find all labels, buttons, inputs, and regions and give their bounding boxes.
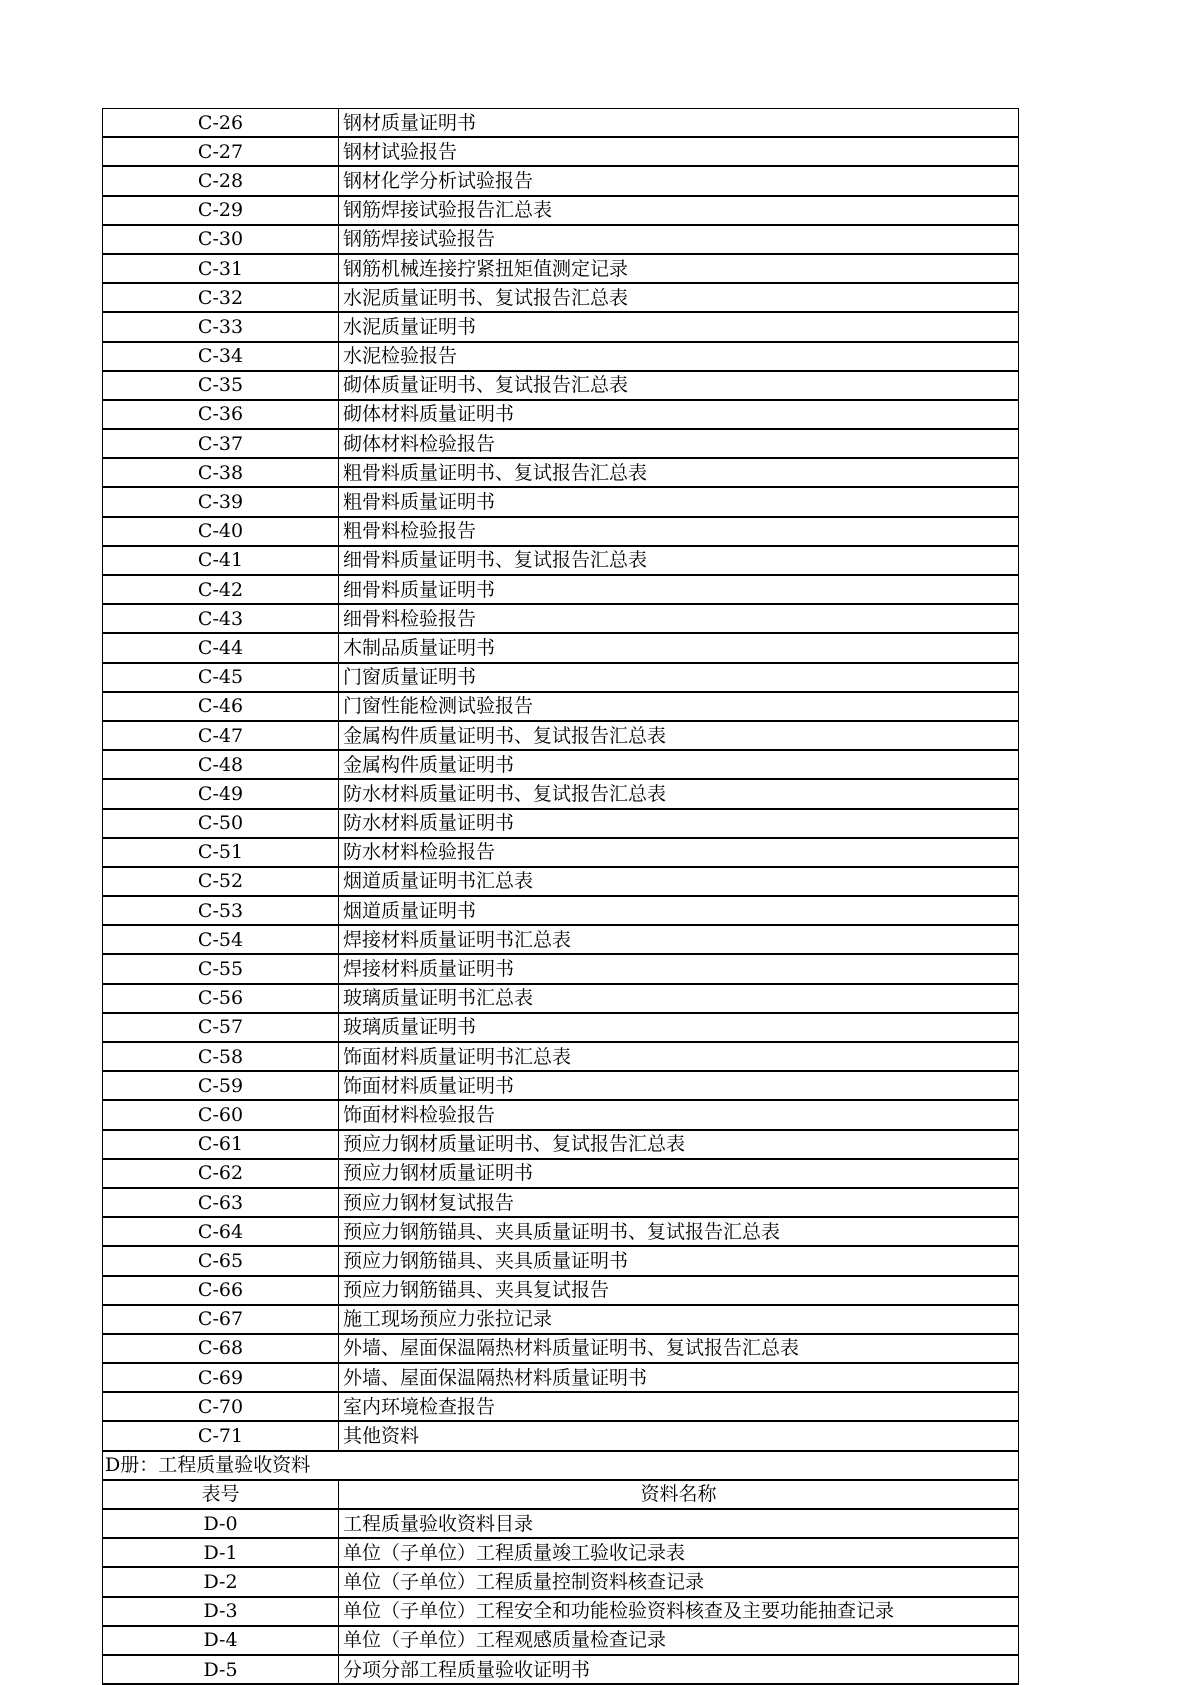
record-name: 砌体材料质量证明书 <box>339 400 1019 429</box>
record-name: 防水材料质量证明书、复试报告汇总表 <box>339 779 1019 808</box>
record-name: 单位（子单位）工程质量竣工验收记录表 <box>339 1538 1019 1567</box>
table-row <box>103 400 1019 429</box>
record-name: 水泥质量证明书、复试报告汇总表 <box>339 283 1019 312</box>
table-row <box>103 984 1019 1013</box>
record-code: D-5 <box>103 1655 339 1684</box>
table-row <box>103 838 1019 867</box>
record-name: 预应力钢材复试报告 <box>339 1188 1019 1217</box>
record-code: C-61 <box>103 1130 339 1159</box>
table-row <box>103 721 1019 750</box>
record-name: 砌体材料检验报告 <box>339 429 1019 458</box>
record-name: 预应力钢材质量证明书、复试报告汇总表 <box>339 1130 1019 1159</box>
record-name: 金属构件质量证明书、复试报告汇总表 <box>339 721 1019 750</box>
record-code: C-67 <box>103 1305 339 1334</box>
record-name: 水泥质量证明书 <box>339 312 1019 341</box>
record-code: C-50 <box>103 809 339 838</box>
table-row <box>103 1246 1019 1275</box>
record-name: 饰面材料质量证明书 <box>339 1071 1019 1100</box>
record-name: 饰面材料质量证明书汇总表 <box>339 1042 1019 1071</box>
record-code: C-55 <box>103 954 339 983</box>
table-row <box>103 137 1019 166</box>
record-name: 门窗质量证明书 <box>339 663 1019 692</box>
header-name: 资料名称 <box>339 1480 1019 1509</box>
document-sheet <box>102 108 1019 1685</box>
record-name: 钢筋机械连接拧紧扭矩值测定记录 <box>339 254 1019 283</box>
table-row <box>103 517 1019 546</box>
record-name: 细骨料质量证明书 <box>339 575 1019 604</box>
record-name: 钢材试验报告 <box>339 137 1019 166</box>
record-name: 烟道质量证明书 <box>339 896 1019 925</box>
record-name: 钢筋焊接试验报告 <box>339 225 1019 254</box>
record-name: 细骨料质量证明书、复试报告汇总表 <box>339 546 1019 575</box>
record-name: 焊接材料质量证明书汇总表 <box>339 925 1019 954</box>
record-name: 钢筋焊接试验报告汇总表 <box>339 196 1019 225</box>
record-code: D-3 <box>103 1597 339 1626</box>
table-row <box>103 312 1019 341</box>
record-name: 焊接材料质量证明书 <box>339 954 1019 983</box>
table-row <box>103 166 1019 195</box>
record-code: C-65 <box>103 1246 339 1275</box>
record-name: 室内环境检查报告 <box>339 1392 1019 1421</box>
table-row <box>103 196 1019 225</box>
record-code: C-51 <box>103 838 339 867</box>
table-row <box>103 1042 1019 1071</box>
record-code: C-35 <box>103 371 339 400</box>
record-name: 烟道质量证明书汇总表 <box>339 867 1019 896</box>
record-code: C-57 <box>103 1013 339 1042</box>
header-code: 表号 <box>103 1480 339 1509</box>
record-code: D-0 <box>103 1509 339 1538</box>
table-row <box>103 1188 1019 1217</box>
record-code: D-1 <box>103 1538 339 1567</box>
table-row <box>103 1597 1019 1626</box>
table-row <box>103 1509 1019 1538</box>
table-row <box>103 1655 1019 1684</box>
table-row <box>103 1538 1019 1567</box>
table-row <box>103 663 1019 692</box>
record-code: D-2 <box>103 1567 339 1596</box>
record-name: 其他资料 <box>339 1421 1019 1450</box>
record-name: 预应力钢筋锚具、夹具质量证明书 <box>339 1246 1019 1275</box>
table-row <box>103 1013 1019 1042</box>
record-code: C-58 <box>103 1042 339 1071</box>
table-row <box>103 487 1019 516</box>
record-name: 饰面材料检验报告 <box>339 1100 1019 1129</box>
table-row <box>103 371 1019 400</box>
record-code: C-30 <box>103 225 339 254</box>
table-row <box>103 342 1019 371</box>
record-code: C-62 <box>103 1159 339 1188</box>
records-table <box>102 108 1019 1685</box>
record-name: 玻璃质量证明书汇总表 <box>339 984 1019 1013</box>
record-code: C-42 <box>103 575 339 604</box>
record-name: 预应力钢筋锚具、夹具复试报告 <box>339 1276 1019 1305</box>
table-row <box>103 692 1019 721</box>
record-name: 单位（子单位）工程质量控制资料核查记录 <box>339 1567 1019 1596</box>
table-row <box>103 1392 1019 1421</box>
record-code: C-34 <box>103 342 339 371</box>
record-name: 粗骨料质量证明书 <box>339 487 1019 516</box>
table-row <box>103 546 1019 575</box>
record-name: 金属构件质量证明书 <box>339 750 1019 779</box>
record-name: 钢材化学分析试验报告 <box>339 166 1019 195</box>
record-code: C-41 <box>103 546 339 575</box>
record-name: 粗骨料检验报告 <box>339 517 1019 546</box>
record-code: C-56 <box>103 984 339 1013</box>
record-name: 外墙、屋面保温隔热材料质量证明书、复试报告汇总表 <box>339 1334 1019 1363</box>
section-c-rows <box>103 109 1019 1451</box>
record-name: 工程质量验收资料目录 <box>339 1509 1019 1538</box>
record-name: 单位（子单位）工程观感质量检查记录 <box>339 1626 1019 1655</box>
table-row <box>103 896 1019 925</box>
record-name: 防水材料检验报告 <box>339 838 1019 867</box>
section-d-header-row <box>103 1480 1019 1509</box>
record-code: C-33 <box>103 312 339 341</box>
table-row <box>103 1217 1019 1246</box>
record-name: 防水材料质量证明书 <box>339 809 1019 838</box>
table-row <box>103 1363 1019 1392</box>
record-code: C-31 <box>103 254 339 283</box>
record-name: 预应力钢材质量证明书 <box>339 1159 1019 1188</box>
table-row <box>103 604 1019 633</box>
table-row <box>103 283 1019 312</box>
table-row <box>103 429 1019 458</box>
record-name: 玻璃质量证明书 <box>339 1013 1019 1042</box>
table-row <box>103 1276 1019 1305</box>
record-code: C-36 <box>103 400 339 429</box>
record-code: C-44 <box>103 633 339 662</box>
table-row <box>103 575 1019 604</box>
record-code: C-53 <box>103 896 339 925</box>
table-row <box>103 1071 1019 1100</box>
table-row <box>103 925 1019 954</box>
table-row <box>103 750 1019 779</box>
record-code: C-37 <box>103 429 339 458</box>
table-row <box>103 954 1019 983</box>
record-name: 粗骨料质量证明书、复试报告汇总表 <box>339 458 1019 487</box>
section-d <box>103 1451 1019 1509</box>
section-d-title-row <box>103 1451 1019 1480</box>
table-row <box>103 225 1019 254</box>
record-name: 预应力钢筋锚具、夹具质量证明书、复试报告汇总表 <box>339 1217 1019 1246</box>
record-name: 施工现场预应力张拉记录 <box>339 1305 1019 1334</box>
record-code: C-32 <box>103 283 339 312</box>
record-code: C-68 <box>103 1334 339 1363</box>
section-d-title: D册：工程质量验收资料 <box>103 1451 1019 1480</box>
record-name: 细骨料检验报告 <box>339 604 1019 633</box>
record-code: C-60 <box>103 1100 339 1129</box>
table-row <box>103 109 1019 138</box>
table-row <box>103 633 1019 662</box>
record-name: 砌体质量证明书、复试报告汇总表 <box>339 371 1019 400</box>
record-code: C-38 <box>103 458 339 487</box>
record-code: C-63 <box>103 1188 339 1217</box>
record-name: 木制品质量证明书 <box>339 633 1019 662</box>
record-code: C-39 <box>103 487 339 516</box>
record-code: C-54 <box>103 925 339 954</box>
table-row <box>103 1159 1019 1188</box>
record-name: 水泥检验报告 <box>339 342 1019 371</box>
record-name: 分项分部工程质量验收证明书 <box>339 1655 1019 1684</box>
table-row <box>103 779 1019 808</box>
record-code: C-48 <box>103 750 339 779</box>
record-code: C-70 <box>103 1392 339 1421</box>
record-code: C-27 <box>103 137 339 166</box>
table-row <box>103 1130 1019 1159</box>
table-row <box>103 1100 1019 1129</box>
record-code: C-49 <box>103 779 339 808</box>
record-code: C-43 <box>103 604 339 633</box>
record-code: C-26 <box>103 109 339 138</box>
record-code: C-66 <box>103 1276 339 1305</box>
record-code: D-4 <box>103 1626 339 1655</box>
record-code: C-59 <box>103 1071 339 1100</box>
record-code: C-69 <box>103 1363 339 1392</box>
section-d-rows <box>103 1509 1019 1684</box>
table-row <box>103 254 1019 283</box>
table-row <box>103 1626 1019 1655</box>
record-name: 钢材质量证明书 <box>339 109 1019 138</box>
record-name: 单位（子单位）工程安全和功能检验资料核查及主要功能抽查记录 <box>339 1597 1019 1626</box>
record-code: C-64 <box>103 1217 339 1246</box>
table-row <box>103 809 1019 838</box>
record-code: C-45 <box>103 663 339 692</box>
table-row <box>103 1567 1019 1596</box>
table-row <box>103 867 1019 896</box>
record-code: C-29 <box>103 196 339 225</box>
record-name: 外墙、屋面保温隔热材料质量证明书 <box>339 1363 1019 1392</box>
table-row <box>103 1305 1019 1334</box>
record-name: 门窗性能检测试验报告 <box>339 692 1019 721</box>
table-row <box>103 1334 1019 1363</box>
record-code: C-28 <box>103 166 339 195</box>
record-code: C-47 <box>103 721 339 750</box>
record-code: C-40 <box>103 517 339 546</box>
record-code: C-46 <box>103 692 339 721</box>
record-code: C-52 <box>103 867 339 896</box>
table-row <box>103 1421 1019 1450</box>
record-code: C-71 <box>103 1421 339 1450</box>
table-row <box>103 458 1019 487</box>
